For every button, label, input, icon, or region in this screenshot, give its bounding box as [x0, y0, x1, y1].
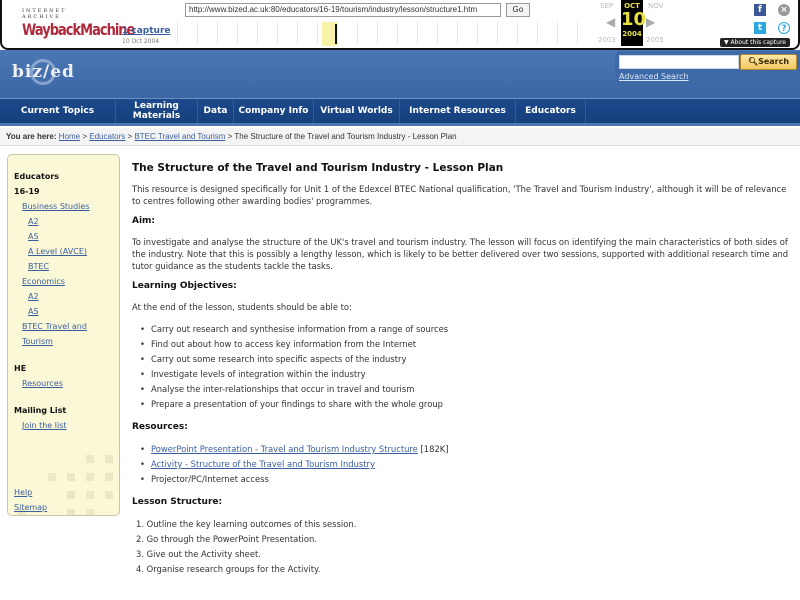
intro-text: This resource is designed specifically for Unit 1 of the Edexcel BTEC National qualification, 'The Travel and Tourism Industry', although it will be of relevance to centres following other awarding bodies' programmes. [132, 184, 787, 206]
prev-capture-arrow-icon: ◀ [606, 15, 616, 29]
page-title: The Structure of the Travel and Tourism Industry - Lesson Plan [132, 162, 504, 174]
sidebar-economics[interactable]: Economics [22, 277, 65, 286]
list-item: • Investigate levels of integration within the industry [140, 367, 792, 382]
wayback-toolbar [0, 0, 800, 50]
sidebar-bs-a-level[interactable]: A Level (AVCE) [28, 247, 87, 256]
nav-internet-resources[interactable]: Internet Resources [400, 99, 516, 123]
nav-current-topics[interactable]: Current Topics [0, 99, 116, 123]
magnifier-icon: 🔍︎ [747, 57, 759, 66]
prev-year: 2003 [598, 36, 616, 44]
captures-date: 10 Oct 2004 [122, 38, 160, 45]
sidebar [7, 154, 120, 516]
wayback-go-button[interactable]: Go [506, 3, 530, 17]
sidebar-ec-a2[interactable]: A2 [28, 292, 39, 301]
sidebar-sitemap[interactable]: Sitemap [14, 503, 48, 512]
timeline-capture-marker[interactable] [335, 24, 337, 44]
internet-archive-label: INTERNET ARCHIVE [22, 8, 67, 20]
capture-timeline[interactable] [167, 22, 597, 46]
list-item: 4. Organise research groups for the Activity. [136, 564, 321, 574]
captures-link[interactable]: 1 capture [122, 26, 171, 36]
sidebar-ec-as[interactable]: AS [28, 307, 39, 316]
powerpoint-link[interactable]: PowerPoint Presentation - Travel and Tourism Industry Structure [151, 444, 418, 454]
sidebar-bs-a2[interactable]: A2 [28, 217, 39, 226]
nav-company-info[interactable]: Company Info [234, 99, 314, 123]
about-capture-button[interactable]: ▼ About this capture [720, 38, 790, 47]
search-button[interactable]: 🔍︎Search [740, 54, 797, 70]
objectives-intro: At the end of the lesson, students should be able to: [132, 302, 352, 312]
objectives-list [140, 322, 792, 412]
sidebar-heading-he: HE [14, 364, 27, 373]
aim-heading: Aim: [132, 216, 156, 226]
logo-ring-icon [30, 59, 56, 85]
list-item: • Carry out research and synthesise information from a range of sources [140, 322, 792, 337]
wayback-logo[interactable] [22, 8, 135, 40]
breadcrumb-current: The Structure of the Travel and Tourism Industry - Lesson Plan [234, 132, 457, 141]
activity-link[interactable]: Activity - Structure of the Travel and Tourism Industry [151, 459, 375, 469]
nav-virtual-worlds[interactable]: Virtual Worlds [314, 99, 400, 123]
breadcrumb-prefix: You are here: [6, 132, 57, 141]
sidebar-help[interactable]: Help [14, 488, 33, 497]
next-capture-arrow-icon: ▶ [646, 15, 656, 29]
sidebar-business-studies[interactable]: Business Studies [22, 202, 90, 211]
list-item [140, 442, 792, 457]
sidebar-btec-travel[interactable]: BTEC Travel and [22, 322, 87, 331]
list-item: 1. Outline the key learning outcomes of this session. [136, 519, 357, 529]
breadcrumb: You are here: Home > Educators > BTEC Travel and Tourism > The Structure of the Travel and Tourism Industry - Lesson Plan [0, 128, 800, 146]
search-input[interactable] [619, 55, 739, 69]
sidebar-join-list[interactable]: Join the list [22, 421, 67, 430]
close-icon[interactable]: × [778, 4, 790, 16]
list-item: • Prepare a presentation of your findings to share with the whole group [140, 397, 792, 412]
objectives-heading: Learning Objectives: [132, 281, 237, 291]
facebook-icon[interactable]: f [754, 4, 766, 16]
advanced-search-link[interactable]: Advanced Search [619, 72, 689, 81]
twitter-icon[interactable]: t [754, 22, 766, 34]
main-nav [0, 98, 800, 126]
bized-logo[interactable]: biz/ed [12, 62, 75, 82]
aim-text: To investigate and analyse the structure of the UK's travel and tourism industry. The lesson will focus on identifying the main characteristics of both sides of the industry. Note that this is possibly a lengthy lesson, which is likely to be better delivered over two sessions, supported with additional research time and tutor guidance as the students tackle the tasks. [132, 237, 789, 271]
sidebar-heading-mailing-list: Mailing List [14, 406, 67, 415]
resources-heading: Resources: [132, 422, 188, 432]
sidebar-bs-as[interactable]: AS [28, 232, 39, 241]
sidebar-heading-16-19: 16-19 [14, 187, 40, 196]
next-month: NOV [648, 2, 664, 10]
sidebar-heading-educators: Educators [14, 172, 60, 181]
list-item: 3. Give out the Activity sheet. [136, 549, 261, 559]
nav-educators[interactable]: Educators [516, 99, 586, 123]
structure-list [136, 517, 792, 577]
powerpoint-size: [182K] [420, 444, 449, 454]
sidebar-bs-btec[interactable]: BTEC [28, 262, 50, 271]
list-item: • Find out about how to access key information from the Internet [140, 337, 792, 352]
list-item: • Projector/PC/Internet access [140, 472, 792, 487]
resources-list [140, 442, 792, 487]
list-item [140, 457, 792, 472]
sidebar-btec-travel-2[interactable]: Tourism [22, 337, 53, 346]
list-item: • Analyse the inter-relationships that occur in travel and tourism [140, 382, 792, 397]
breadcrumb-home[interactable]: Home [58, 132, 81, 141]
list-item: • Carry out some research into specific aspects of the industry [140, 352, 792, 367]
wayback-machine-label: WaybackMachine [22, 22, 135, 40]
nav-data[interactable]: Data [198, 99, 234, 123]
capture-calendar [598, 0, 678, 46]
main-content [132, 162, 792, 577]
list-item: 2. Go through the PowerPoint Presentation. [136, 534, 317, 544]
prev-month: SEP [600, 2, 614, 10]
structure-heading: Lesson Structure: [132, 497, 223, 507]
nav-learning-materials[interactable]: Learning Materials [116, 99, 198, 123]
breadcrumb-btec-travel[interactable]: BTEC Travel and Tourism [134, 132, 226, 141]
wayback-url-input[interactable]: http://www.bized.ac.uk:80/educators/16-19/tourism/industry/lesson/structure1.htm [185, 3, 501, 17]
help-icon[interactable]: ? [778, 22, 790, 34]
breadcrumb-educators[interactable]: Educators [89, 132, 126, 141]
captures-info [122, 25, 171, 45]
sidebar-he-resources[interactable]: Resources [22, 379, 63, 388]
next-year: 2005 [646, 36, 664, 44]
current-capture-date: OCT 10 2004 [621, 0, 643, 46]
